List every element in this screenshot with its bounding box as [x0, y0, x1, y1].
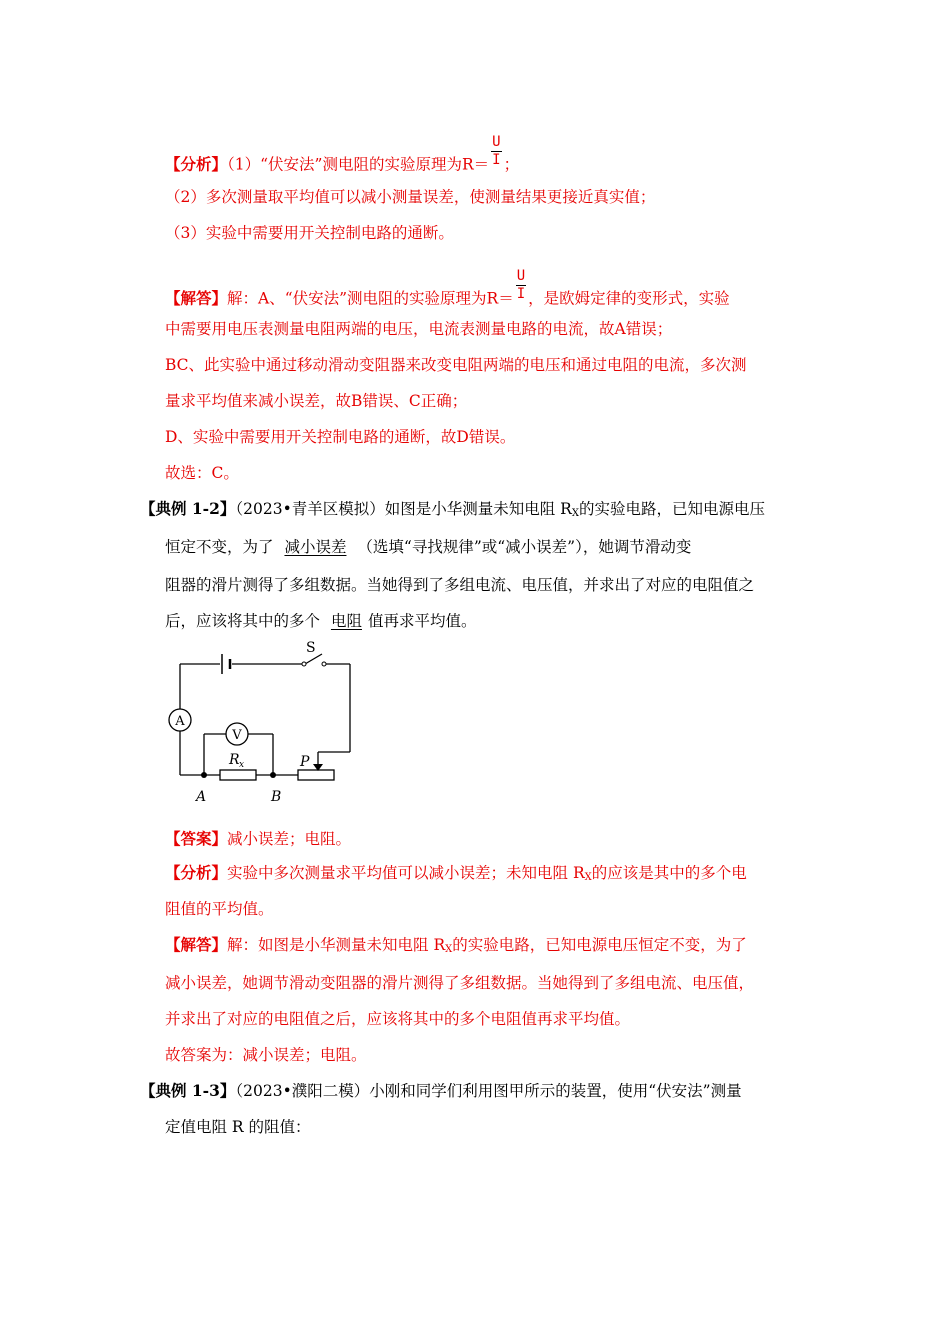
answer-line: 【答案】减小误差；电阻。	[165, 829, 352, 848]
example-1-2-line-1: 【典例 1-2】（2023•青羊区模拟）如图是小华测量未知电阻 $R_X$的实验电路，已知电源电压	[140, 499, 765, 519]
solution-line-5: D、实验中需要用开关控制电路的通断，故D错误。	[165, 428, 516, 446]
slider-label: P	[300, 754, 310, 770]
node-b-label: B	[271, 789, 282, 805]
analysis-1-2-line-2: 阻值的平均值。	[165, 900, 274, 918]
node-a-dot	[201, 772, 207, 778]
voltmeter-label: V	[232, 728, 242, 743]
resistor-rx	[220, 770, 256, 780]
analysis-line-3: （3）实验中需要用开关控制电路的通断。	[165, 224, 454, 242]
resistor-label: R	[229, 752, 240, 768]
node-b-dot	[270, 772, 276, 778]
analysis-line-2: （2）多次测量取平均值可以减小测量误差，使测量结果更接近真实值；	[165, 188, 656, 206]
switch-contact-left	[302, 662, 306, 666]
example-tag: 【典例 1-3】	[140, 1081, 236, 1100]
example-1-2-line-4: 后，应该将其中的多个 电阻 值再求平均值。	[165, 612, 477, 630]
answer-blank-1: 减小误差	[284, 538, 347, 556]
solution-tag: 【解答】	[165, 288, 228, 308]
example-tag: 【典例 1-2】	[140, 499, 236, 518]
solution-line-1: 【解答】解：A、“伏安法”测电阻的实验原理为R＝ $\frac{U}{I}$ ，是欧姆定律的变形式，实验	[165, 268, 730, 308]
example-1-2-line-3: 阻器的滑片测得了多组数据。当她得到了多组电流、电压值，并求出了对应的电阻值之	[165, 576, 755, 594]
switch-label: S	[306, 640, 316, 656]
solution-line-6: 故选：C。	[165, 464, 239, 482]
rheostat	[298, 770, 334, 780]
analysis-tag: 【分析】	[165, 154, 228, 174]
answer-blank-2: 电阻	[330, 612, 362, 630]
resistor-subscript: x	[239, 760, 245, 770]
circuit-diagram	[160, 640, 360, 810]
answer-tag: 【答案】	[165, 829, 228, 848]
solution-1-2-line-3: 并求出了对应的电阻值之后，应该将其中的多个电阻值再求平均值。	[165, 1010, 631, 1028]
fraction-u-over-i: $\frac{U}{I}$	[516, 268, 526, 302]
example-1-2-line-2: 恒定不变，为了 减小误差 （选填“寻找规律”或“减小误差”），她调节滑动变	[165, 538, 692, 556]
analysis-tag: 【分析】	[165, 863, 228, 882]
solution-line-2: 中需要用电压表测量电阻两端的电压，电流表测量电路的电流，故A错误；	[165, 320, 673, 338]
analysis-text: （1）“伏安法”测电阻的实验原理为R＝	[227, 155, 490, 174]
example-1-3-line-1: 【典例 1-3】（2023•濮阳二模）小刚和同学们利用图甲所示的装置，使用“伏安法”测量	[140, 1081, 742, 1100]
solution-1-2-line-1: 【解答】解：如图是小华测量未知电阻 $R_X$的实验电路，已知电源电压恒定不变，为了	[165, 935, 747, 955]
switch-contact-right	[322, 662, 326, 666]
solution-line-4: 量求平均值来减小误差，故B错误、C正确；	[165, 392, 468, 410]
ammeter-label: A	[175, 714, 185, 729]
analysis-line-1: 【分析】（1）“伏安法”测电阻的实验原理为R＝ $\frac{U}{I}$ ；	[165, 134, 520, 174]
solution-1-2-line-2: 减小误差，她调节滑动变阻器的滑片测得了多组数据。当她得到了多组电流、电压值，	[165, 974, 755, 992]
fraction-u-over-i: $\frac{U}{I}$	[492, 134, 501, 168]
analysis-1-2-line-1: 【分析】实验中多次测量求平均值可以减小误差；未知电阻 $R_X$的应该是其中的多个电	[165, 863, 747, 883]
solution-line-3: BC、此实验中通过移动滑动变阻器来改变电阻两端的电压和通过电阻的电流，多次测	[165, 356, 747, 374]
solution-1-2-line-4: 故答案为：减小误差；电阻。	[165, 1046, 367, 1064]
solution-tag: 【解答】	[165, 935, 228, 954]
example-1-3-line-2: 定值电阻 R 的阻值：	[165, 1118, 311, 1136]
node-a-label: A	[196, 789, 207, 805]
